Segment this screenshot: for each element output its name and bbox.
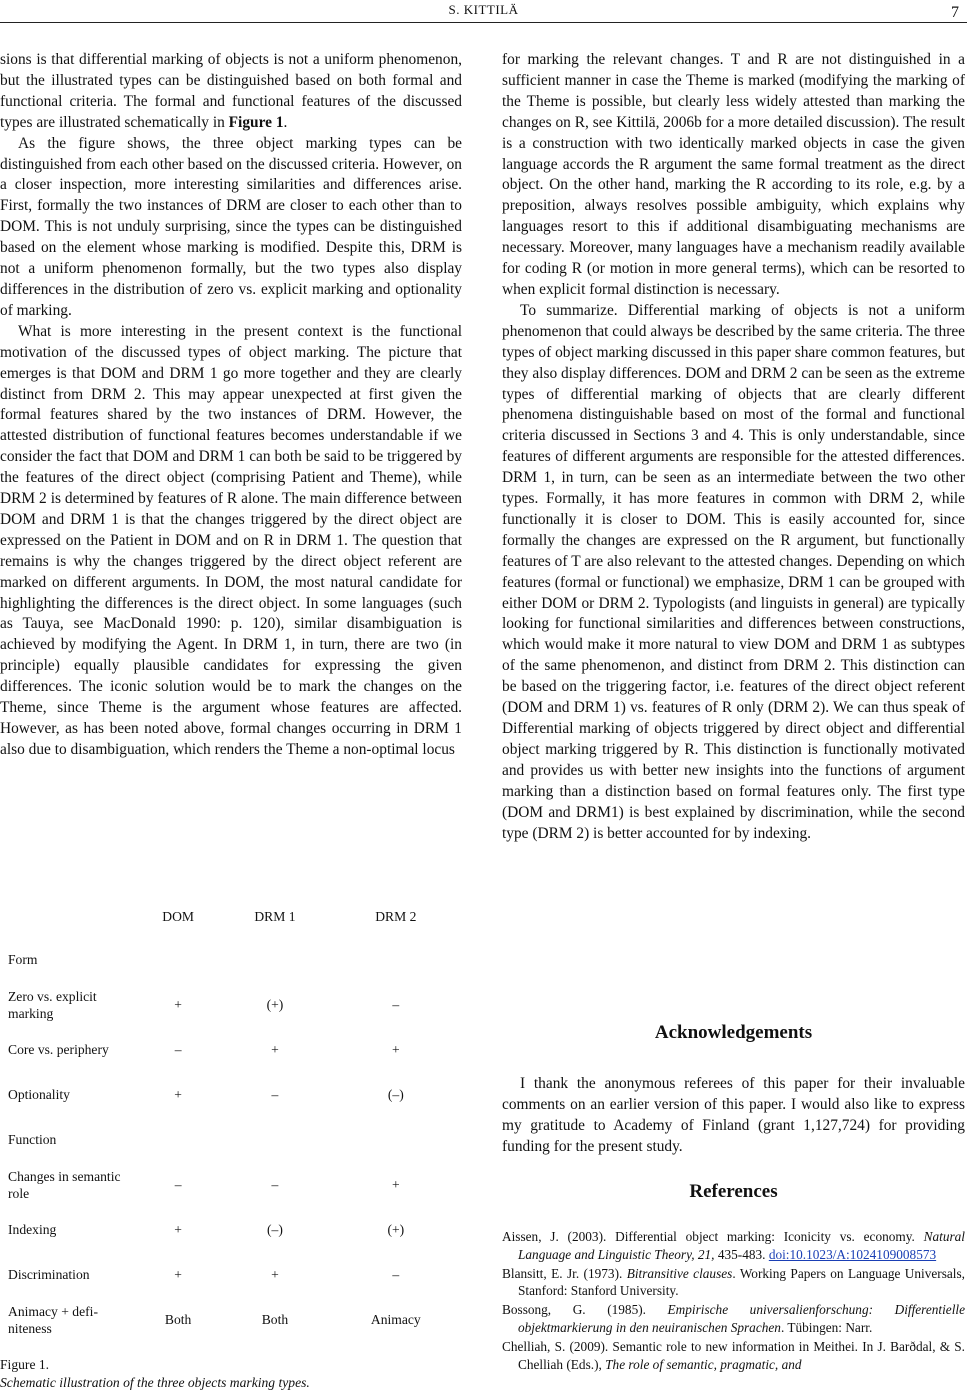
row-label: Discrimination [8,1267,90,1283]
reference-item: Chelliah, S. (2009). Semantic role to new information in Meithei. In J. Barðdal, & S. Chelliah (Eds.), The role of semantic, pragmatic, and [502,1338,965,1372]
cell: + [391,1042,400,1058]
acknowledgements-text: I thank the anonymous referees of this paper for their invaluable comments on an earlier version of this paper. I would also like to express my gratitude to Academy of Finland (grant 1,127,724) for providing funding for the present study. [502,1075,965,1155]
paragraph: sions is that differential marking of objects is not a uniform phenomenon, but the illustrated types can be distinguished based on both formal and functional criteria. The formal and functional features of the discussed types are illustrated schematically in Figure 1. [0,51,462,131]
cell: Both [164,1312,192,1328]
paragraph: What is more interesting in the present context is the functional motivation of the discussed types of object marking. The picture that emerges is that DOM and DRM 1 go more together and they are clearly distinct from DRM 2. This may appear unexpected at first given the formal features shared by the two instances of DRM. However, the attested distribution of functional features becomes understandable if we consider the fact that DOM and DRM 1 can both be said to be triggered by the features of the direct object (comprising Patient and Theme), while DRM 2 is determined by features of R alone. The main difference between DOM and DRM 1 is that the changes triggered by the direct object are expressed on the Patient in DOM and on R in DRM 1. The question that remains is why the changes triggered by the direct object referent are marked on different arguments. In DOM, the most natural candidate for highlighting the differences is the direct object. In some languages (such as Tauya, see MacDonald 1990: p. 120), similar disambiguation is achieved by modifying the Agent. In DRM 1, in turn, there are two (in principle) equally plausible candidates for expressing the given differences. The iconic solution would be to mark the changes on the Theme, since Theme is the argument whose features are affected. However, as has been noted above, formal changes occurring in DRM 1 also due to disambiguation, which renders the Theme a non-optimal locus [0,322,462,758]
figure-1-table [4,896,462,1343]
row-label: Core vs. periphery [8,1042,109,1058]
reference-list [502,1228,965,1374]
acknowledgements-heading: Acknowledgements [654,1022,813,1043]
caption-text: Schematic illustration of the three objects marking types. [0,1375,310,1390]
references-heading: References [689,1181,778,1202]
table-row [4,983,462,1028]
cell: (+) [387,1222,405,1238]
running-title: S. KITTILÄ [448,2,519,17]
cell: Both [261,1312,289,1328]
row-label: Animacy + definiteness [8,1304,98,1336]
cell: – [174,1042,182,1058]
page-number: 7 [951,4,959,21]
cell: – [392,997,400,1013]
header-rule [0,22,967,23]
cell: + [174,1267,182,1283]
figure-reference: Figure 1 [228,113,284,131]
cell: (–) [267,1222,283,1238]
row-label: Form [8,952,38,968]
paragraph: To summarize. Differential marking of objects is not a uniform phenomenon that could always be described by the same criteria. The three types of object marking discussed in this paper share common features, but they also display differences. DOM and DRM 2 can be seen as the extreme types of differential marking of objects that are clearly different phenomena distinguishable based on most of the formal and functional criteria discussed in Sections 3 and 4. This is only understandable, since features of different arguments are responsible for the attested differences. DRM 1, in turn, can be seen as an intermediate between the two other types. Formally, it has more features in common with DRM 2, while functionally it is closer to DOM. This is easily accounted for, since formally the changes are expressed on the R argument, but functionally features of T are also relevant to the attested changes. Depending on which features (formal or functional) we emphasize, DRM 1 can be grouped with either DOM or DRM 2. Typologists (and linguists in general) are typically looking for functional similarities and differences between constructions, which would make it more natural to view DOM and DRM 1 as subtypes of the same phenomenon, and distinct from DRM 2. This distinction can be based on the triggering factor, i.e. features of the direct object referent (DOM and DRM 1) vs. features of R only (DRM 2). We can thus speak of Differential marking of objects triggered by direct object and differential object marking triggered by R. This distinction is functionally motivated and provides us with better new insights into the functions of argument marking than a distinction based on formal features only. The first type (DOM and DRM1) is best explained by discrimination, while the second type (DRM 2) is better accounted for by indexing. [502,301,966,842]
doi-link[interactable]: doi:10.1023/A:1024109008573 [768,1246,937,1262]
cell [136,938,220,983]
reference-item: Blansitt, E. Jr. (1973). Bitransitive clauses. Working Papers on Language Universals, Stanford: Stanford University. [502,1265,965,1299]
row-label: Indexing [8,1222,57,1238]
table-row [4,1208,462,1253]
reference-item: Bossong, G. (1985). Empirische universalienforschung: Differentielle objektmarkierung in den neuiranischen Sprachen. Tübingen: Narr. [502,1302,965,1335]
cell: + [174,1222,182,1238]
paragraph: As the figure shows, the three object marking types can be distinguished from each other based on the discussed criteria. However, on a closer inspection, more interesting similarities and differences arise. First, formally the two instances of DRM are closer to each other than to DOM. This is not unduly surprising, since the types can be distinguished based on the element whose marking is modified. Despite this, DRM is not a uniform phenomenon formally, but the two types also display differences in the distribution of zero vs. explicit marking and optionality of marking. [0,134,462,319]
figure-caption [0,1356,462,1392]
table-row [4,1163,462,1208]
caption-label: Figure 1. [0,1357,50,1372]
row-label: Zero vs. explicit marking [8,989,97,1021]
column-header: DOM [162,908,194,924]
cell: – [271,1087,279,1103]
table-row [4,1073,462,1118]
table-row [4,1298,462,1343]
left-column [0,50,462,761]
cell [136,1118,220,1163]
cell: + [174,1087,182,1103]
cell: + [271,1042,279,1058]
cell: Animacy [370,1312,421,1328]
cell: – [392,1267,400,1283]
row-label: Changes in semantic role [8,1169,121,1201]
table-row [4,1028,462,1073]
cell: (–) [387,1087,404,1103]
reference-item: Aissen, J. (2003). Differential object marking: Iconicity vs. economy. Natural Language and Linguistic Theory, 21, 435-483. doi:10.1023/A:1024109008573 [502,1229,965,1262]
column-header: DRM 2 [375,908,417,924]
column-header: DRM 1 [254,908,296,924]
right-column [502,50,965,844]
paragraph: for marking the relevant changes. T and R are not distinguished in a sufficient manner in case the Theme is marked (modifying the marking of the Theme is possible, but clearly less widely attested than marking the changes on R, see Kittilä, 2006b for a more detailed discussion). The result is a construction with two identically marked objects in case the given language accords the R argument the same formal treatment as the direct object. On the other hand, marking the R according to its role, e.g. by a preposition, always resolves possible ambiguity, which explains why languages resort to this if additional disambiguating mechanisms are necessary. Moreover, many languages have a mechanism readily available for coding R (or motion in more general terms), which can be resorted to when explicit formal distinction is necessary. [502,51,965,298]
row-label: Function [8,1132,57,1148]
table-row [4,1118,462,1163]
row-label: Optionality [8,1087,70,1103]
table-corner [4,896,136,938]
table-row [4,938,462,983]
table-row [4,1253,462,1298]
cell: – [271,1177,279,1193]
cell: + [174,997,182,1013]
cell [220,1118,329,1163]
cell: + [391,1177,400,1193]
cell: + [271,1267,279,1283]
cell [330,1118,462,1163]
cell [220,938,329,983]
cell [330,938,462,983]
cell: – [174,1177,182,1193]
cell: (+) [266,997,284,1013]
